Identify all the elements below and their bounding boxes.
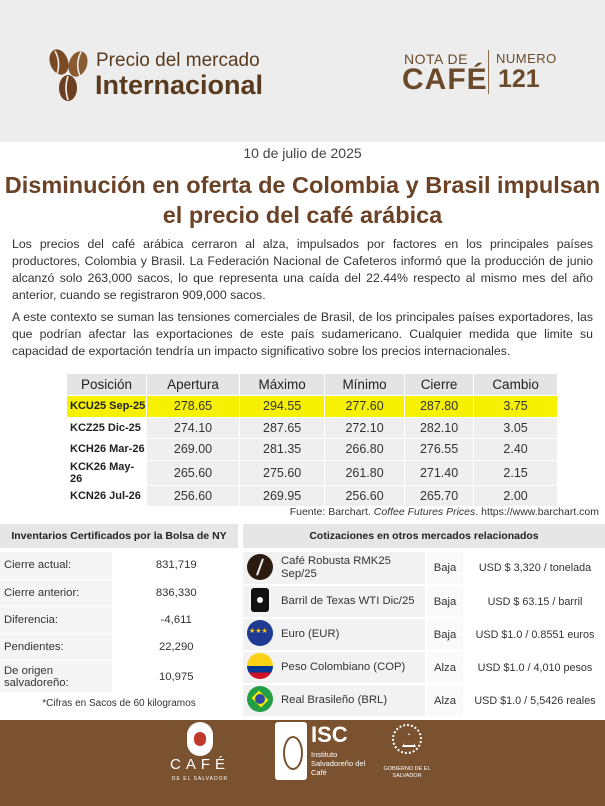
cafe-logo-word: CAFÉ <box>170 756 231 773</box>
market-price: USD $1.0 / 0.8551 euros <box>464 618 605 651</box>
market-price: USD $1.0 / 4,010 pesos <box>464 651 605 684</box>
cambio-cell: 2.15 <box>474 460 558 485</box>
position-cell: KCK26 May-26 <box>67 460 147 485</box>
col-header: Apertura <box>147 374 240 396</box>
cambio-cell: 3.75 <box>474 396 558 418</box>
table-row <box>0 660 238 693</box>
cierre-cell: 271.40 <box>404 460 473 485</box>
market-name: Café Robusta RMK25 Sep/25 <box>277 552 426 585</box>
table-header-row <box>67 374 558 396</box>
issue-number: 121 <box>498 65 540 93</box>
source-citation <box>290 506 599 518</box>
table-row <box>243 651 605 684</box>
market-direction: Baja <box>426 552 464 585</box>
market-price: USD $1.0 / 5,5426 reales <box>464 684 605 717</box>
minimo-cell: 272.10 <box>325 417 405 439</box>
col-header: Máximo <box>240 374 325 396</box>
table-row <box>243 684 605 717</box>
table-row <box>67 439 558 461</box>
cierre-cell: 287.80 <box>404 396 473 418</box>
source-prefix: Fuente: Barchart. <box>289 506 371 518</box>
position-cell: KCH26 Mar-26 <box>67 439 147 461</box>
col-header: Mínimo <box>325 374 405 396</box>
inventory-value: -4,611 <box>113 606 238 633</box>
table-row <box>67 460 558 485</box>
market-direction: Alza <box>426 684 464 717</box>
table-row <box>0 633 238 660</box>
maximo-cell: 281.35 <box>240 439 325 461</box>
coat-of-arms-icon <box>392 724 422 754</box>
header <box>0 0 605 142</box>
table-row <box>67 417 558 439</box>
maximo-cell: 275.60 <box>240 460 325 485</box>
minimo-cell: 277.60 <box>325 396 405 418</box>
brazil-flag-icon <box>247 686 273 712</box>
brand-title-line1: Precio del mercado <box>96 50 260 71</box>
market-direction: Baja <box>426 618 464 651</box>
maximo-cell: 294.55 <box>240 396 325 418</box>
related-markets-title: Cotizaciones en otros mercados relacionados <box>243 524 605 548</box>
col-header: Cierre <box>404 374 473 396</box>
source-title: Coffee Futures Prices <box>373 506 476 518</box>
inventory-label: Cierre anterior: <box>0 579 113 606</box>
nota-label: NOTA DE <box>404 51 468 67</box>
cafe-logo-sub: DE EL SALVADOR <box>171 776 229 782</box>
brand-title-line2: Internacional <box>95 70 264 100</box>
source-url[interactable]: . https://www.barchart.com <box>475 506 599 518</box>
gobierno-text: GOBIERNO DE EL SALVADOR <box>383 766 431 779</box>
inventory-table <box>0 552 238 694</box>
publication-date: 10 de julio de 2025 <box>243 145 362 161</box>
cambio-cell: 2.40 <box>474 439 558 461</box>
coffee-beans-logo-icon <box>47 46 91 104</box>
position-cell: KCU25 Sep-25 <box>67 396 147 418</box>
market-price: USD $ 3,320 / tonelada <box>464 552 605 585</box>
col-header: Posición <box>67 374 147 396</box>
header-divider <box>488 50 489 94</box>
inventory-footnote: *Cifras en Sacos de 60 kilogramos <box>0 692 238 716</box>
nota-cafe-label: CAFÉ <box>402 63 488 96</box>
minimo-cell: 261.80 <box>325 460 405 485</box>
isc-name: Instituto Salvadoreño del Café <box>311 750 366 777</box>
market-name: Real Brasileño (BRL) <box>277 684 426 717</box>
headline: Disminución en oferta de Colombia y Brasil impulsan el precio del café arábica <box>4 172 601 228</box>
related-markets-table <box>243 552 605 718</box>
colombia-flag-icon <box>247 653 273 679</box>
inventory-label: Cierre actual: <box>0 552 113 579</box>
position-cell: KCN26 Jul-26 <box>67 485 147 507</box>
maximo-cell: 269.95 <box>240 485 325 507</box>
gobierno-logo <box>380 722 434 788</box>
cambio-cell: 3.05 <box>474 417 558 439</box>
paragraph-2: A este contexto se suman las tensiones comerciales de Brasil, de los principales países exportadores, las que podrían afectar las exportaciones de este país sudamericano. Cualquier medida que limite su capacidad de exportación tendría un impacto significativo sobre los precios internacionales. <box>12 310 593 358</box>
apertura-cell: 256.60 <box>147 485 240 507</box>
market-direction: Alza <box>426 651 464 684</box>
eu-flag-icon <box>247 620 273 646</box>
market-price: USD $ 63.15 / barril <box>464 585 605 618</box>
market-name: Peso Colombiano (COP) <box>277 651 426 684</box>
oil-barrel-icon <box>251 588 269 612</box>
paragraph-1: Los precios del café arábica cerraron al alza, impulsados por factores en los principales países productores, Colombia y Brasil. La Federación Nacional de Cafeteros informó que la producción de junio alcanzó solo 263,000 sacos, lo que representa una caída del 22.44% respecto al mismo mes del año anterior, cuando se registraron 909,000 sacos. <box>12 237 593 302</box>
inventory-label: De origen salvadoreño: <box>0 660 113 693</box>
table-row <box>0 579 238 606</box>
futures-quotes-table <box>66 373 558 507</box>
cierre-cell: 276.55 <box>404 439 473 461</box>
apertura-cell: 274.10 <box>147 417 240 439</box>
inventory-title: Inventarios Certificados por la Bolsa de NY <box>0 524 238 548</box>
apertura-cell: 278.65 <box>147 396 240 418</box>
coffee-bean-icon <box>247 554 273 580</box>
isc-emblem-icon <box>275 722 307 780</box>
inventory-label: Pendientes: <box>0 633 113 660</box>
table-row <box>243 585 605 618</box>
minimo-cell: 266.80 <box>325 439 405 461</box>
inventory-value: 22,290 <box>113 633 238 660</box>
table-row <box>243 552 605 585</box>
col-header: Cambio <box>474 374 558 396</box>
maximo-cell: 287.65 <box>240 417 325 439</box>
apertura-cell: 269.00 <box>147 439 240 461</box>
isc-acronym: ISC <box>311 722 348 747</box>
market-name: Barril de Texas WTI Dic/25 <box>277 585 426 618</box>
cierre-cell: 282.10 <box>404 417 473 439</box>
table-row <box>67 396 558 418</box>
inventory-value: 10,975 <box>113 660 238 693</box>
table-row <box>243 618 605 651</box>
inventory-value: 831,719 <box>113 552 238 579</box>
isc-logo <box>275 722 367 782</box>
inventory-label: Diferencia: <box>0 606 113 633</box>
cierre-cell: 265.70 <box>404 485 473 507</box>
position-cell: KCZ25 Dic-25 <box>67 417 147 439</box>
table-row <box>0 606 238 633</box>
minimo-cell: 256.60 <box>325 485 405 507</box>
market-name: Euro (EUR) <box>277 618 426 651</box>
inventory-value: 836,330 <box>113 579 238 606</box>
apertura-cell: 265.60 <box>147 460 240 485</box>
table-row <box>0 552 238 579</box>
cambio-cell: 2.00 <box>474 485 558 507</box>
market-direction: Baja <box>426 585 464 618</box>
cafe-el-salvador-logo <box>170 720 230 806</box>
coffee-seal-icon <box>187 722 213 756</box>
table-row <box>67 485 558 507</box>
numero-label: NUMERO <box>496 51 557 66</box>
